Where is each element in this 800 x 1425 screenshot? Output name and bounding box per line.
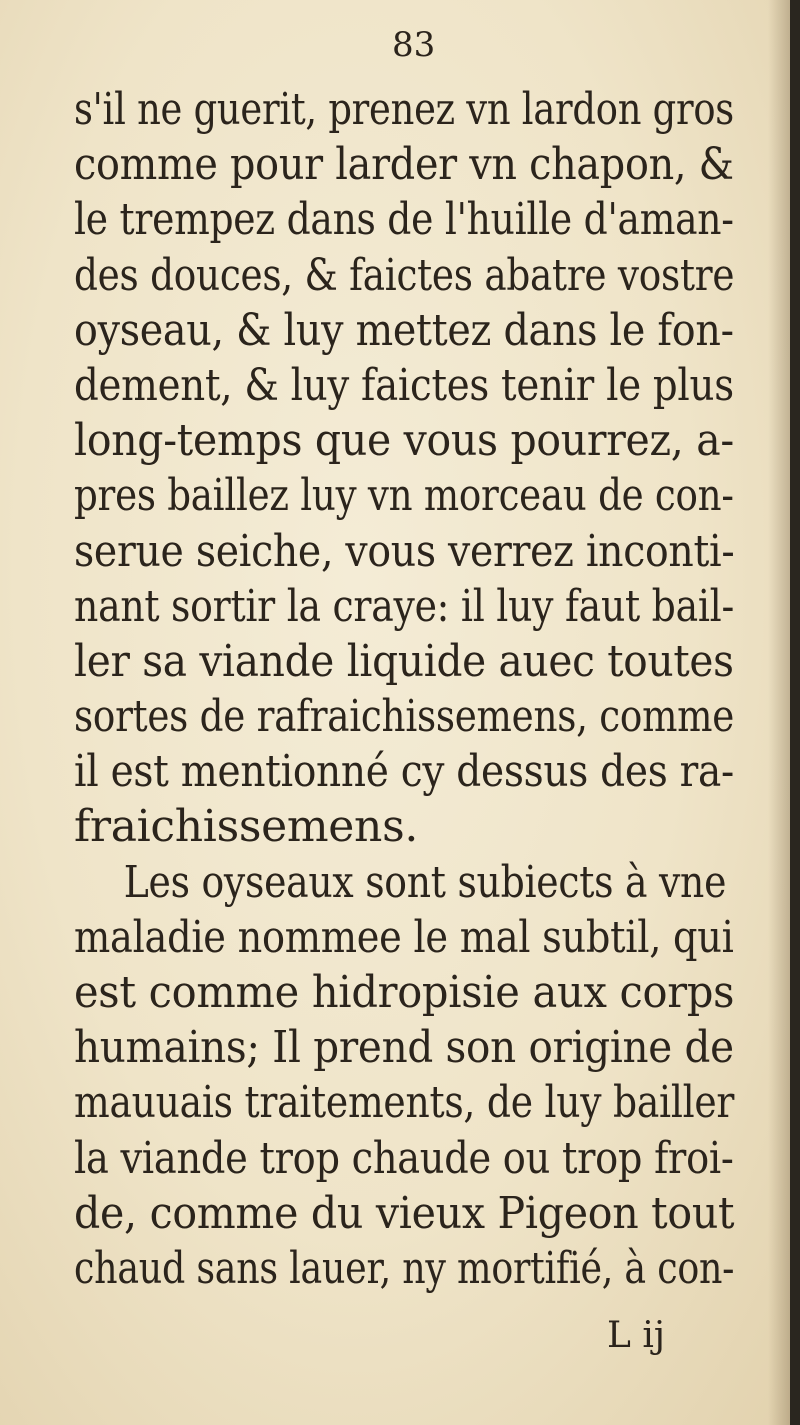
text-line: oyseau, & luy mettez dans le fon-: [74, 304, 734, 356]
signature-mark: L ij: [607, 1315, 666, 1356]
text-line: il est mentionné cy dessus des ra-: [74, 746, 734, 798]
text-line: des douces, & faictes abatre vostre: [74, 249, 735, 301]
text-line: serue seiche, vous verrez inconti-: [74, 525, 735, 577]
text-line: humains; Il prend son origine de: [74, 1022, 734, 1074]
text-line: dement, & luy faictes tenir le plus: [74, 359, 734, 411]
text-line: pres baillez luy vn morceau de con-: [74, 470, 734, 522]
text-line: le trempez dans de l'huille d'aman-: [74, 194, 734, 246]
text-line: mauuais traitements, de luy bailler: [74, 1077, 735, 1129]
text-line: maladie nommee le mal subtil, qui: [74, 911, 734, 963]
text-line: de, comme du vieux Pigeon tout: [74, 1187, 735, 1239]
paragraph-start-line: Les oyseaux sont subiects à vne: [123, 856, 727, 908]
text-line: chaud sans lauer, ny mortifié, à con-: [74, 1242, 735, 1294]
text-line: est comme hidropisie aux corps: [74, 967, 735, 1018]
text-line: la viande trop chaude ou trop froi-: [74, 1132, 734, 1184]
text-line: sortes de rafraichissemens, comme: [74, 691, 735, 743]
text-line: fraichissemens.: [74, 801, 419, 853]
text-line: nant sortir la craye: il luy faut bail-: [74, 580, 734, 632]
text-line: s'il ne guerit, prenez vn lardon gros: [74, 84, 734, 135]
text-line: ler sa viande liquide auec toutes: [74, 635, 734, 687]
text-line: long-temps que vous pourrez, a-: [74, 415, 734, 467]
page-number: 83: [392, 25, 436, 65]
text-line: comme pour larder vn chapon, &: [74, 139, 734, 191]
page-edge-shadow: [768, 0, 790, 1425]
body-text: [74, 82, 734, 1296]
